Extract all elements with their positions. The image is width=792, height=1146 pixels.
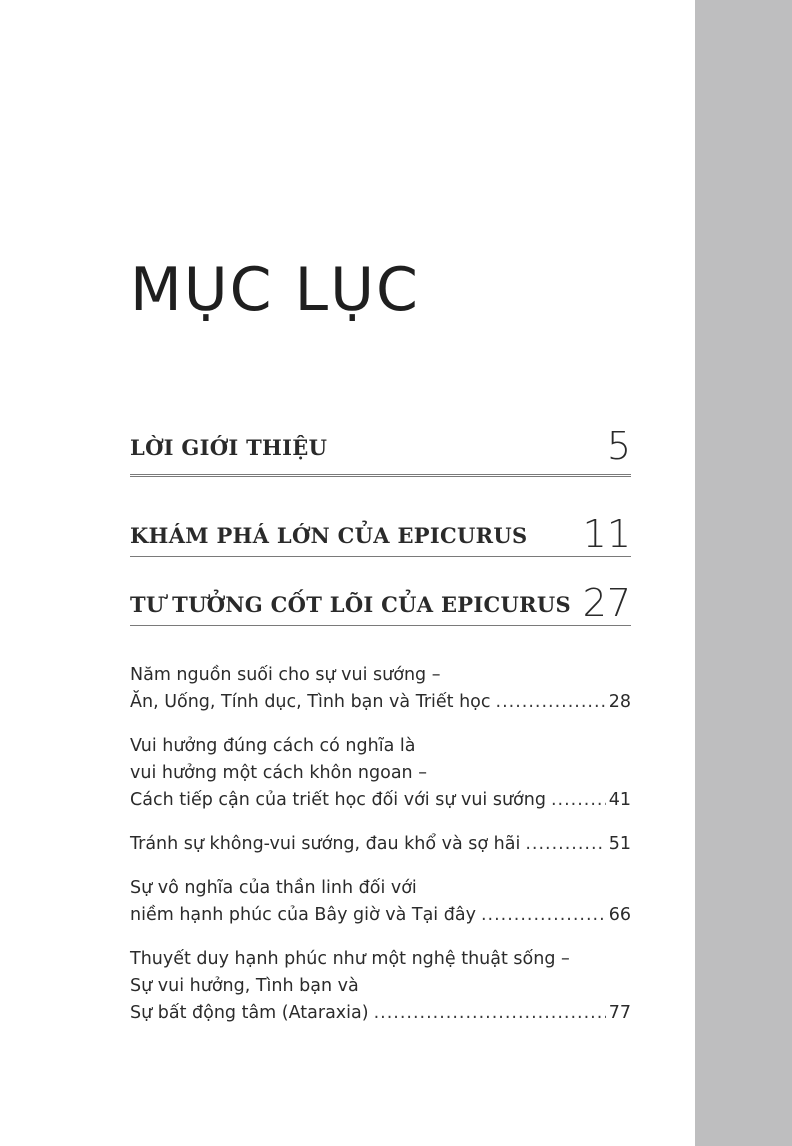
entry-page-number: 51	[608, 834, 631, 854]
dot-leader	[525, 831, 605, 858]
entry-text-line: Vui hưởng đúng cách có nghĩa là	[130, 736, 416, 756]
toc-section-list	[130, 662, 631, 1044]
toc-entry[interactable]	[130, 946, 631, 1027]
dot-leader	[551, 787, 606, 814]
entry-text-line: Ăn, Uống, Tính dục, Tình bạn và Triết học	[130, 692, 491, 712]
toc-entry[interactable]	[130, 662, 631, 716]
divider	[130, 625, 631, 626]
toc-entry[interactable]	[130, 733, 631, 814]
dot-leader	[496, 689, 606, 716]
entry-text-line: Sự vui hưởng, Tình bạn và	[130, 976, 359, 996]
entry-text-line: vui hưởng một cách khôn ngoan –	[130, 763, 427, 783]
dot-leader	[481, 902, 606, 929]
chapter-title: KHÁM PHÁ LỚN CỦA EPICURUS	[130, 523, 528, 548]
entry-text-line: Sự vô nghĩa của thần linh đối với	[130, 878, 417, 898]
toc-chapter-intro[interactable]	[130, 420, 631, 468]
dot-leader	[374, 1000, 606, 1027]
entry-text-line: Năm nguồn suối cho sự vui sướng –	[130, 665, 441, 685]
page-edge-strip	[695, 0, 792, 1146]
chapter-title: LỜI GIỚI THIỆU	[130, 435, 328, 460]
entry-text-line: niềm hạnh phúc của Bây giờ và Tại đây	[130, 905, 476, 925]
divider	[130, 556, 631, 557]
entry-text-line: Tránh sự không-vui sướng, đau khổ và sợ hãi	[130, 834, 521, 854]
entry-text-line: Thuyết duy hạnh phúc như một nghệ thuật sống –	[130, 949, 570, 969]
chapter-page-number: 5	[606, 424, 631, 468]
divider	[130, 474, 631, 477]
toc-entry[interactable]	[130, 831, 631, 858]
toc-chapter-core-ideas[interactable]	[130, 575, 631, 625]
page-title: MỤC LỤC	[130, 255, 420, 325]
entry-text-line: Cách tiếp cận của triết học đối với sự vui sướng	[130, 790, 546, 810]
chapter-page-number: 27	[582, 581, 631, 625]
entry-page-number: 77	[608, 1003, 631, 1023]
entry-page-number: 41	[608, 790, 631, 810]
toc-entry[interactable]	[130, 875, 631, 929]
chapter-title: TƯ TƯỞNG CỐT LÕI CỦA EPICURUS	[130, 592, 571, 617]
entry-text-line: Sự bất động tâm (Ataraxia)	[130, 1003, 369, 1023]
entry-page-number: 28	[608, 692, 631, 712]
toc-chapter-discovery[interactable]	[130, 506, 631, 556]
chapter-page-number: 11	[582, 512, 631, 556]
entry-page-number: 66	[608, 905, 631, 925]
